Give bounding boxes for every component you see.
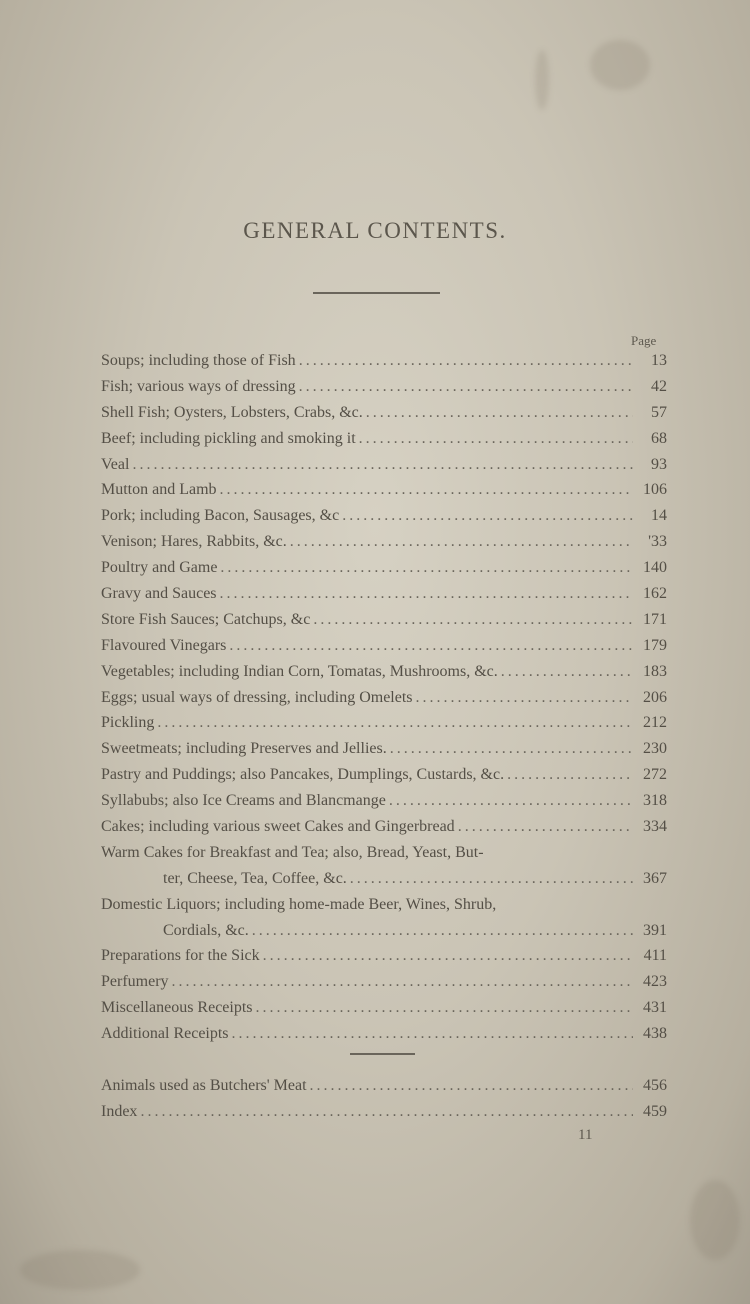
leader-dots xyxy=(220,581,633,607)
leader-dots xyxy=(140,1099,633,1125)
entry-label: Poultry and Game xyxy=(101,559,218,577)
entry-label: Pork; including Bacon, Sausages, &c xyxy=(101,507,340,525)
entry-label: Vegetables; including Indian Corn, Tomatas, Mushrooms, &c. xyxy=(101,662,498,680)
leader-dots xyxy=(172,969,633,995)
leader-dots xyxy=(157,710,633,736)
entry-label: Soups; including those of Fish xyxy=(101,352,296,369)
entry-page: '33 xyxy=(648,533,667,551)
entry-label-line1: Warm Cakes for Breakfast and Tea; also, Bread, Yeast, But- xyxy=(101,843,484,861)
contents-entry xyxy=(101,659,667,685)
contents-entry xyxy=(101,762,667,788)
leader-dots xyxy=(310,1073,633,1099)
leader-dots xyxy=(229,633,633,659)
contents-entry xyxy=(101,814,667,840)
leader-dots xyxy=(359,426,633,452)
leader-dots xyxy=(501,659,633,685)
contents-entry xyxy=(101,943,667,969)
entry-page: 162 xyxy=(643,585,667,603)
leader-dots xyxy=(507,762,633,788)
contents-entry xyxy=(101,788,667,814)
entry-label: Index xyxy=(101,1102,138,1120)
entry-page: 423 xyxy=(643,973,667,991)
entry-label: Perfumery xyxy=(101,973,169,991)
entry-label: Flavoured Vinegars xyxy=(101,636,227,654)
entry-page: 334 xyxy=(643,818,667,836)
leader-dots xyxy=(263,943,633,969)
contents-entry xyxy=(101,529,667,555)
entry-label: Syllabubs; also Ice Creams and Blancmange xyxy=(101,792,386,810)
contents-entry xyxy=(101,426,667,452)
entry-label: Preparations for the Sick xyxy=(101,947,260,965)
entry-label-line2: Cordials, &c. xyxy=(163,921,249,939)
contents-entry xyxy=(101,400,667,426)
contents-entry xyxy=(101,633,667,659)
contents-entry xyxy=(101,607,667,633)
entry-label: Store Fish Sauces; Catchups, &c xyxy=(101,610,311,628)
leader-dots xyxy=(390,736,633,762)
entry-label: Gravy and Sauces xyxy=(101,585,217,603)
entry-label: Animals used as Butchers' Meat xyxy=(101,1077,307,1094)
leader-dots xyxy=(299,374,633,400)
leader-dots xyxy=(256,995,633,1021)
title-rule xyxy=(313,292,440,294)
contents-entry xyxy=(101,995,667,1021)
page-column-label: Page xyxy=(631,333,657,348)
entry-label: Beef; including pickling and smoking it xyxy=(101,429,356,447)
entry-page: 391 xyxy=(643,921,667,939)
section-rule xyxy=(350,1053,415,1055)
entry-label: Mutton and Lamb xyxy=(101,481,217,499)
entry-label: Additional Receipts xyxy=(101,1025,229,1043)
entry-page: 212 xyxy=(643,714,667,732)
entry-page: 272 xyxy=(643,766,667,784)
contents-entry xyxy=(101,685,667,711)
contents-entry xyxy=(101,1073,667,1099)
entry-page: 367 xyxy=(643,869,667,887)
entry-label: Shell Fish; Oysters, Lobsters, Crabs, &c. xyxy=(101,403,363,421)
stain xyxy=(535,50,549,110)
entry-page: 42 xyxy=(651,377,667,395)
entry-page: 57 xyxy=(651,403,667,421)
contents-entry xyxy=(101,374,667,400)
entry-page: 459 xyxy=(643,1102,667,1120)
entry-page: 93 xyxy=(651,455,667,473)
entry-label-line1: Domestic Liquors; including home-made Beer, Wines, Shrub, xyxy=(101,895,497,913)
entry-label: Fish; various ways of dressing xyxy=(101,377,296,395)
entry-page: 179 xyxy=(643,636,667,654)
entry-label-line2: ter, Cheese, Tea, Coffee, &c. xyxy=(163,869,347,887)
contents-entry xyxy=(101,710,667,736)
entry-page: 140 xyxy=(643,559,667,577)
contents-entry xyxy=(101,1099,667,1125)
leader-dots xyxy=(389,788,633,814)
entry-page: 456 xyxy=(643,1077,667,1094)
entry-page: 318 xyxy=(643,792,667,810)
leader-dots xyxy=(366,400,633,426)
contents-entry xyxy=(101,918,667,944)
entry-page: 171 xyxy=(643,610,667,628)
leader-dots xyxy=(252,918,633,944)
leader-dots xyxy=(350,866,633,892)
entry-label: Pickling xyxy=(101,714,155,732)
entry-page: 438 xyxy=(643,1025,667,1043)
entry-page: 411 xyxy=(643,947,667,965)
entry-label: Sweetmeats; including Preserves and Jellies. xyxy=(101,740,387,758)
leader-dots xyxy=(220,555,633,581)
leader-dots xyxy=(132,452,633,478)
entry-page: 230 xyxy=(643,740,667,758)
stain xyxy=(690,1180,740,1260)
entry-label: Pastry and Puddings; also Pancakes, Dumplings, Custards, &c. xyxy=(101,766,505,784)
entry-page: 68 xyxy=(651,429,667,447)
contents-entry xyxy=(101,969,667,995)
leader-dots xyxy=(220,477,633,503)
contents-entry xyxy=(101,555,667,581)
leader-dots xyxy=(458,814,633,840)
leader-dots xyxy=(416,685,633,711)
contents-entry xyxy=(101,452,667,478)
appendix-list xyxy=(101,1073,667,1125)
entry-label: Miscellaneous Receipts xyxy=(101,999,253,1017)
page-number: 11 xyxy=(578,1127,593,1143)
stain xyxy=(590,40,650,90)
page-title: GENERAL CONTENTS. xyxy=(243,218,507,243)
contents-entry xyxy=(101,736,667,762)
entry-page: 106 xyxy=(643,481,667,499)
entry-page: 206 xyxy=(643,688,667,706)
leader-dots xyxy=(342,503,633,529)
leader-dots xyxy=(290,529,633,555)
contents-entry xyxy=(101,866,667,892)
contents-list xyxy=(101,348,667,1047)
stain xyxy=(20,1250,140,1290)
contents-entry xyxy=(101,477,667,503)
entry-label: Veal xyxy=(101,455,130,473)
contents-entry xyxy=(101,348,667,374)
contents-entry xyxy=(101,503,667,529)
leader-dots xyxy=(299,348,633,374)
entry-label: Venison; Hares, Rabbits, &c. xyxy=(101,533,287,551)
entry-label: Cakes; including various sweet Cakes and Gingerbread xyxy=(101,818,455,836)
entry-page: 14 xyxy=(651,507,667,525)
leader-dots xyxy=(232,1021,633,1047)
entry-page: 13 xyxy=(651,352,667,369)
entry-page: 431 xyxy=(643,999,667,1017)
entry-label: Eggs; usual ways of dressing, including Omelets xyxy=(101,688,413,706)
entry-page: 183 xyxy=(643,662,667,680)
contents-entry xyxy=(101,1021,667,1047)
leader-dots xyxy=(313,607,633,633)
contents-entry xyxy=(101,581,667,607)
